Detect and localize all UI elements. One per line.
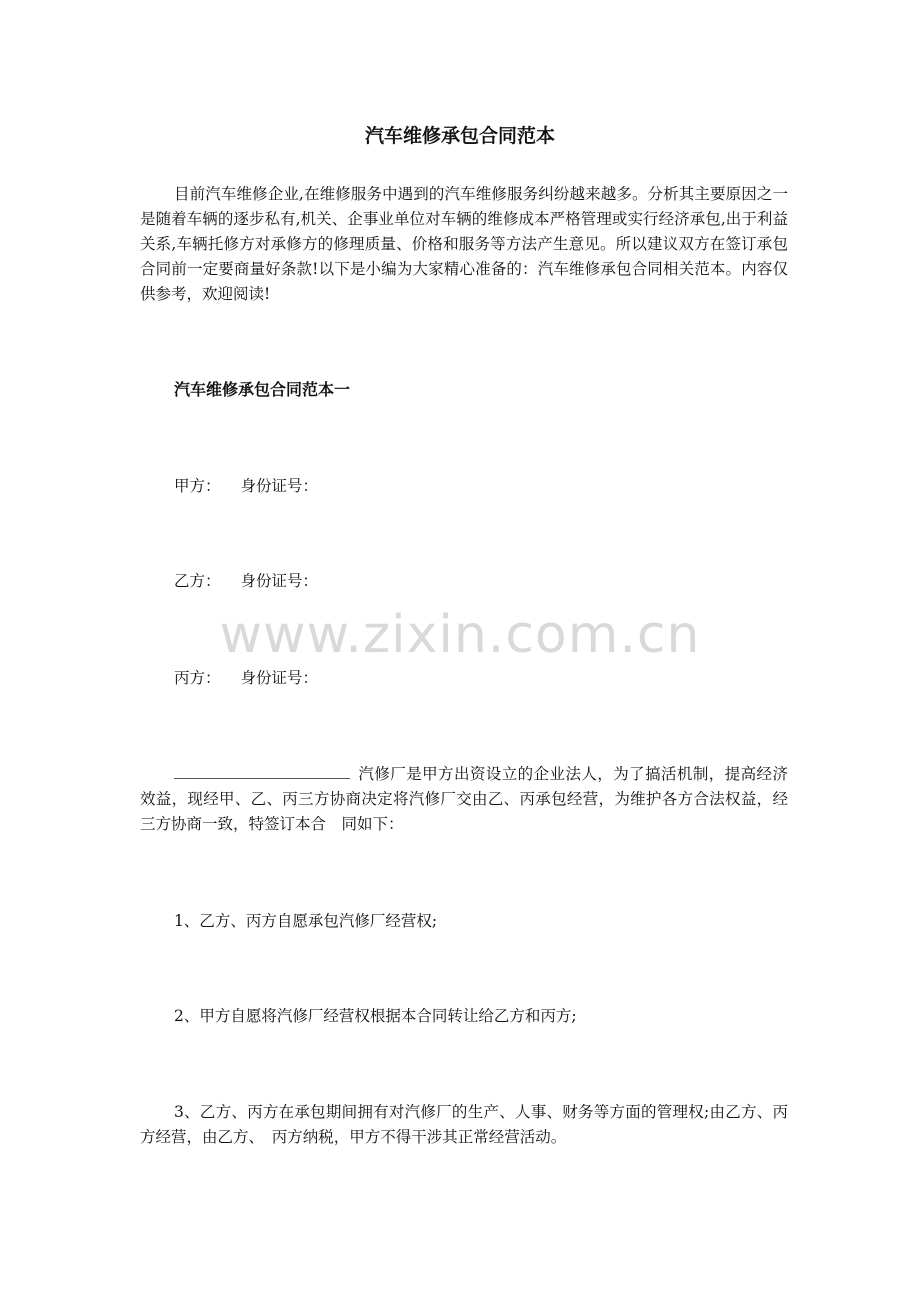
document-title: 汽车维修承包合同范本 — [364, 125, 555, 147]
party-a-label: 甲方： — [174, 477, 221, 495]
agreement-paragraph — [140, 762, 788, 837]
watermark: www.zixin.com.cn — [219, 605, 701, 665]
clause-2: 2、甲方自愿将汽修厂经营权根据本合同转让给乙方和丙方; — [174, 1007, 577, 1025]
party-c-label: 丙方： — [174, 669, 221, 687]
party-a-id-label: 身份证号： — [240, 477, 319, 495]
fill-in-blank — [174, 763, 350, 779]
party-a-line — [174, 474, 318, 499]
agreement-text: 汽修厂是甲方出资设立的企业法人，为了搞活机制，提高经济效益，现经甲、乙、丙三方协商决定将汽修厂交由乙、丙承包经营，为维护各方合法权益，经三方协商一致，特签订本合 同如下： — [140, 765, 788, 833]
section-heading: 汽车维修承包合同范本一 — [174, 380, 351, 399]
clause-1: 1、乙方、丙方自愿承包汽修厂经营权; — [174, 912, 438, 930]
party-c-id-label: 身份证号： — [240, 669, 319, 687]
party-b-label: 乙方： — [174, 572, 221, 590]
clause-3: 3、乙方、丙方在承包期间拥有对汽修厂的生产、人事、财务等方面的管理权;由乙方、丙方经营，由乙方、 丙方纳税，甲方不得干涉其正常经营活动。 — [140, 1103, 788, 1146]
party-b-line — [174, 569, 318, 594]
intro-paragraph: 目前汽车维修企业,在维修服务中遇到的汽车维修服务纠纷越来越多。分析其主要原因之一是随着车辆的逐步私有,机关、企事业单位对车辆的维修成本严格管理或实行经济承包,出于利益关系,车辆托修方对承修方的修理质量、价格和服务等方法产生意见。所以建议双方在签订承包合同前一定要商量好条款!以下是小编为大家精心准备的：汽车维修承包合同相关范本。内容仅供参考，欢迎阅读! — [140, 185, 788, 303]
party-b-id-label: 身份证号： — [240, 572, 319, 590]
